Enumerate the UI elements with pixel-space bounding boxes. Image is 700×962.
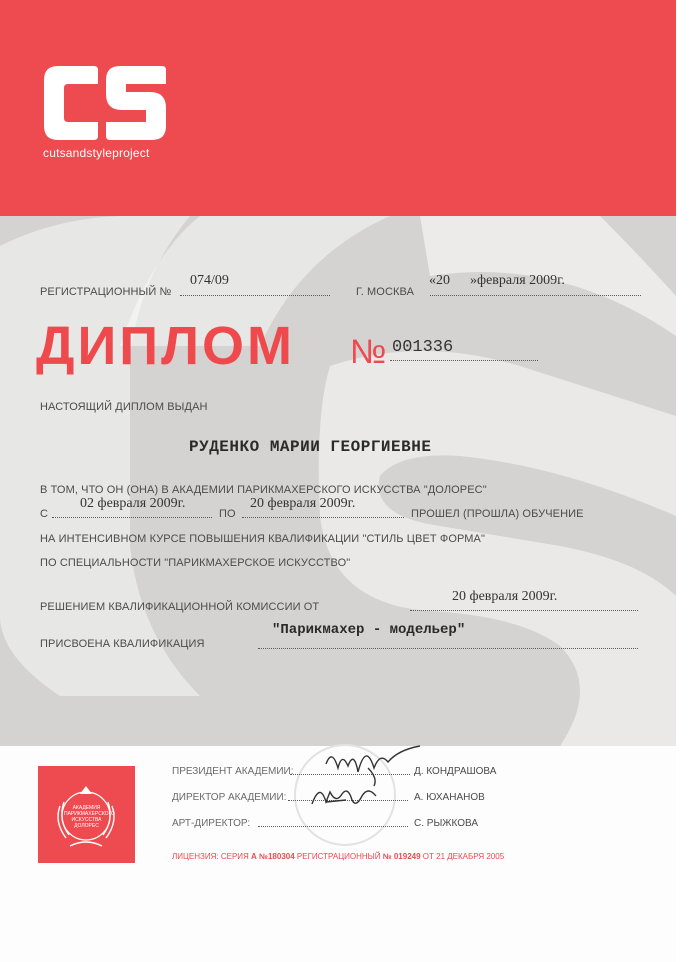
signatory-2-role: ДИРЕКТОР АКАДЕМИИ: (172, 792, 287, 803)
to-label: ПО (219, 508, 236, 520)
diploma-number-line (390, 360, 538, 361)
passed-label: ПРОШЕЛ (ПРОШЛА) ОБУЧЕНИЕ (411, 508, 584, 520)
license-reg-number: № 019249 (382, 852, 421, 861)
cs-logo (40, 64, 170, 146)
date-line (430, 295, 641, 296)
registration-line (180, 295, 330, 296)
body-line-1: В ТОМ, ЧТО ОН (ОНА) В АКАДЕМИИ ПАРИКМАХЕРСКОГО ИСКУССТВА "ДОЛОРЕС" (40, 484, 487, 496)
diploma-number: 001336 (392, 338, 454, 357)
decision-date: 20 февраля 2009г. (452, 589, 558, 604)
license-reg-label: РЕГИСТРАЦИОННЫЙ (296, 852, 381, 861)
diploma-title: ДИПЛОМ (36, 316, 295, 376)
signatory-1-name: Д. КОНДРАШОВА (414, 766, 497, 777)
from-line (52, 517, 212, 518)
decision-label: РЕШЕНИЕМ КВАЛИФИКАЦИОННОЙ КОМИССИИ ОТ (40, 601, 320, 613)
body-line-4: ПО СПЕЦИАЛЬНОСТИ "ПАРИКМАХЕРСКОЕ ИСКУССТВО" (40, 557, 351, 569)
signatory-3-role: АРТ-ДИРЕКТОР: (172, 818, 251, 829)
license-line (172, 852, 504, 861)
signatory-3-line (258, 826, 408, 827)
scan-margin (676, 0, 700, 962)
to-line (242, 517, 404, 518)
seal-text: АКАДЕМИЯ ПАРИКМАХЕРСКОГО ИСКУССТВА ДОЛОРЕС (64, 805, 115, 829)
city-label: Г. МОСКВА (356, 286, 415, 298)
number-sign: № (350, 333, 387, 371)
signatory-2-name: А. ЮХАНАНОВ (414, 792, 485, 803)
from-date: 02 февраля 2009г. (80, 496, 186, 511)
decision-line (410, 610, 638, 611)
registration-label: РЕГИСТРАЦИОННЫЙ № (40, 286, 172, 298)
qualification-label: ПРИСВОЕНА КВАЛИФИКАЦИЯ (40, 638, 205, 650)
signature-director (306, 778, 396, 814)
signatory-1-role: ПРЕЗИДЕНТ АКАДЕМИИ: (172, 766, 294, 777)
qualification-value: "Парикмахер - модельер" (272, 622, 466, 638)
to-date: 20 февраля 2009г. (250, 496, 356, 511)
from-label: С (40, 508, 49, 520)
registration-number: 074/09 (190, 273, 229, 288)
signatory-3-name: С. РЫЖКОВА (414, 818, 479, 829)
logo-tagline: cutsandstyleproject (43, 146, 150, 160)
license-prefix: ЛИЦЕНЗИЯ: СЕРИЯ (172, 852, 249, 861)
recipient-name: РУДЕНКО МАРИИ ГЕОРГИЕВНЕ (189, 438, 432, 456)
date-month-year: »февраля 2009г. (470, 273, 565, 288)
body-line-3: НА ИНТЕНСИВНОМ КУРСЕ ПОВЫШЕНИЯ КВАЛИФИКАЦИИ "СТИЛЬ ЦВЕТ ФОРМА" (40, 533, 485, 545)
qualification-line (258, 648, 638, 649)
date-day: «20 (429, 273, 450, 288)
license-series: А №180304 (251, 852, 295, 861)
issued-label: НАСТОЯЩИЙ ДИПЛОМ ВЫДАН (40, 401, 208, 413)
license-suffix: ОТ 21 ДЕКАБРЯ 2005 (422, 852, 505, 861)
